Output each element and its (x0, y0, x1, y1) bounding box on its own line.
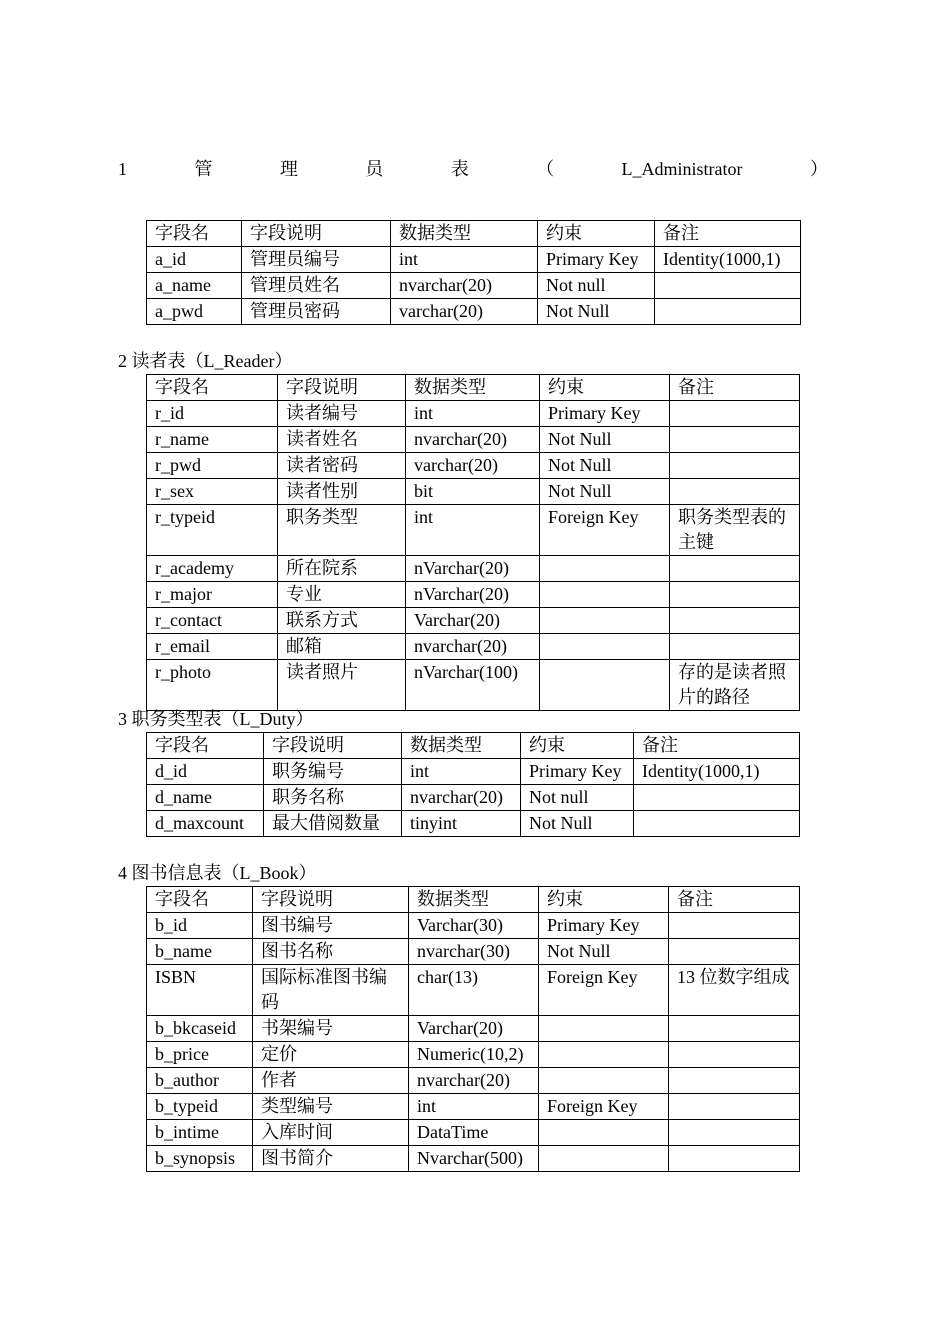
constraint-cell (539, 1146, 669, 1172)
data-type-cell: nVarchar(20) (406, 556, 540, 582)
data-type-cell: int (406, 505, 540, 556)
data-type-cell: tinyint (402, 811, 521, 837)
field-name-cell: b_author (147, 1068, 253, 1094)
field-name-cell: b_bkcaseid (147, 1016, 253, 1042)
field-name-cell: r_typeid (147, 505, 278, 556)
header-cell: 字段名 (147, 733, 264, 759)
table-row (147, 785, 800, 811)
remark-cell (669, 939, 800, 965)
remark-cell (669, 1146, 800, 1172)
field-name-cell: r_academy (147, 556, 278, 582)
field-name-cell: b_id (147, 913, 253, 939)
header-cell: 数据类型 (391, 221, 538, 247)
section3-title: 3 职务类型表（L_Duty） (118, 709, 314, 729)
field-desc-cell: 国际标准图书编码 (253, 965, 409, 1016)
header-cell: 字段说明 (242, 221, 391, 247)
field-name-cell: a_id (147, 247, 242, 273)
table-row (147, 1042, 800, 1068)
remark-cell (670, 453, 800, 479)
header-cell: 约束 (521, 733, 634, 759)
remark-cell (669, 1016, 800, 1042)
field-name-cell: a_name (147, 273, 242, 299)
table-row (147, 1016, 800, 1042)
remark-cell (669, 1120, 800, 1146)
section1-title-part: 员 (365, 159, 384, 179)
table-row (147, 453, 800, 479)
header-cell: 字段说明 (278, 375, 406, 401)
section1-title-part: （ (536, 159, 555, 179)
field-desc-cell: 作者 (253, 1068, 409, 1094)
field-name-cell: b_name (147, 939, 253, 965)
data-type-cell: nvarchar(20) (406, 634, 540, 660)
data-type-cell: nvarchar(20) (409, 1068, 539, 1094)
field-desc-cell: 图书名称 (253, 939, 409, 965)
field-desc-cell: 读者编号 (278, 401, 406, 427)
remark-cell (670, 608, 800, 634)
header-cell: 字段名 (147, 221, 242, 247)
remark-cell (669, 1068, 800, 1094)
table-row (147, 913, 800, 939)
constraint-cell (540, 582, 670, 608)
administrator-table (146, 220, 801, 325)
header-cell: 备注 (670, 375, 800, 401)
table-row (147, 1120, 800, 1146)
header-cell: 数据类型 (406, 375, 540, 401)
section1-title-part: ） (809, 159, 828, 179)
constraint-cell (540, 556, 670, 582)
remark-cell: 职务类型表的主键 (670, 505, 800, 556)
constraint-cell: Foreign Key (540, 505, 670, 556)
remark-cell (670, 479, 800, 505)
header-cell: 字段名 (147, 887, 253, 913)
constraint-cell: Not Null (539, 939, 669, 965)
reader-table (146, 374, 800, 711)
field-desc-cell: 管理员编号 (242, 247, 391, 273)
field-desc-cell: 定价 (253, 1042, 409, 1068)
field-desc-cell: 管理员密码 (242, 299, 391, 325)
table-row (147, 1094, 800, 1120)
table-row (147, 660, 800, 711)
field-desc-cell: 所在院系 (278, 556, 406, 582)
table-row (147, 608, 800, 634)
table-row (147, 273, 801, 299)
remark-cell (655, 299, 801, 325)
data-type-cell: nvarchar(20) (406, 427, 540, 453)
table-row (147, 247, 801, 273)
header-cell: 备注 (669, 887, 800, 913)
field-name-cell: b_typeid (147, 1094, 253, 1120)
data-type-cell: Varchar(30) (409, 913, 539, 939)
header-cell: 备注 (655, 221, 801, 247)
section1-title-part: 1 (118, 159, 127, 179)
field-desc-cell: 读者性别 (278, 479, 406, 505)
field-name-cell: r_contact (147, 608, 278, 634)
field-name-cell: r_sex (147, 479, 278, 505)
remark-cell: Identity(1000,1) (655, 247, 801, 273)
field-name-cell: r_id (147, 401, 278, 427)
data-type-cell: nvarchar(20) (402, 785, 521, 811)
table-row (147, 939, 800, 965)
table-row (147, 634, 800, 660)
header-cell: 约束 (538, 221, 655, 247)
data-type-cell: Varchar(20) (409, 1016, 539, 1042)
field-desc-cell: 类型编号 (253, 1094, 409, 1120)
remark-cell (669, 1094, 800, 1120)
table-row (147, 401, 800, 427)
remark-cell: 存的是读者照片的路径 (670, 660, 800, 711)
data-type-cell: int (402, 759, 521, 785)
section1-title-part: 表 (450, 159, 469, 179)
field-name-cell: d_maxcount (147, 811, 264, 837)
constraint-cell (540, 660, 670, 711)
header-cell: 字段名 (147, 375, 278, 401)
table-row (147, 299, 801, 325)
field-desc-cell: 职务编号 (264, 759, 402, 785)
field-name-cell: d_name (147, 785, 264, 811)
header-row (147, 221, 801, 247)
field-name-cell: ISBN (147, 965, 253, 1016)
constraint-cell: Not Null (538, 299, 655, 325)
constraint-cell (539, 1068, 669, 1094)
constraint-cell (539, 1042, 669, 1068)
constraint-cell: Primary Key (540, 401, 670, 427)
section2-title: 2 读者表（L_Reader） (118, 351, 293, 371)
field-desc-cell: 最大借阅数量 (264, 811, 402, 837)
section1-title-part: L_Administrator (621, 159, 743, 179)
constraint-cell: Foreign Key (539, 1094, 669, 1120)
field-desc-cell: 读者密码 (278, 453, 406, 479)
data-type-cell: int (406, 401, 540, 427)
header-cell: 数据类型 (409, 887, 539, 913)
data-type-cell: Numeric(10,2) (409, 1042, 539, 1068)
remark-cell (669, 913, 800, 939)
constraint-cell (540, 634, 670, 660)
remark-cell (670, 427, 800, 453)
remark-cell: Identity(1000,1) (634, 759, 800, 785)
book-table (146, 886, 800, 1172)
header-row (147, 375, 800, 401)
data-type-cell: int (391, 247, 538, 273)
data-type-cell: char(13) (409, 965, 539, 1016)
table-row (147, 811, 800, 837)
data-type-cell: nVarchar(20) (406, 582, 540, 608)
section1-title (118, 158, 828, 180)
field-desc-cell: 专业 (278, 582, 406, 608)
table-row (147, 479, 800, 505)
data-type-cell: nVarchar(100) (406, 660, 540, 711)
field-name-cell: r_photo (147, 660, 278, 711)
data-type-cell: Varchar(20) (406, 608, 540, 634)
constraint-cell (540, 608, 670, 634)
remark-cell (670, 401, 800, 427)
field-desc-cell: 读者姓名 (278, 427, 406, 453)
table-row (147, 965, 800, 1016)
field-name-cell: b_synopsis (147, 1146, 253, 1172)
data-type-cell: Nvarchar(500) (409, 1146, 539, 1172)
constraint-cell: Not Null (540, 453, 670, 479)
field-desc-cell: 职务类型 (278, 505, 406, 556)
header-row (147, 733, 800, 759)
data-type-cell: int (409, 1094, 539, 1120)
duty-table (146, 732, 800, 837)
constraint-cell (539, 1016, 669, 1042)
remark-cell: 13 位数字组成 (669, 965, 800, 1016)
remark-cell (634, 785, 800, 811)
remark-cell (670, 582, 800, 608)
data-type-cell: nvarchar(30) (409, 939, 539, 965)
data-type-cell: DataTime (409, 1120, 539, 1146)
field-desc-cell: 管理员姓名 (242, 273, 391, 299)
field-desc-cell: 职务名称 (264, 785, 402, 811)
field-desc-cell: 联系方式 (278, 608, 406, 634)
field-name-cell: a_pwd (147, 299, 242, 325)
table-row (147, 556, 800, 582)
header-row (147, 887, 800, 913)
table-row (147, 1146, 800, 1172)
constraint-cell: Primary Key (521, 759, 634, 785)
constraint-cell: Not Null (521, 811, 634, 837)
remark-cell (655, 273, 801, 299)
constraint-cell: Primary Key (539, 913, 669, 939)
table-row (147, 582, 800, 608)
header-cell: 备注 (634, 733, 800, 759)
constraint-cell: Not null (538, 273, 655, 299)
field-name-cell: b_intime (147, 1120, 253, 1146)
remark-cell (634, 811, 800, 837)
constraint-cell: Not null (521, 785, 634, 811)
constraint-cell (539, 1120, 669, 1146)
table-row (147, 759, 800, 785)
field-name-cell: b_price (147, 1042, 253, 1068)
header-cell: 字段说明 (264, 733, 402, 759)
table-row (147, 427, 800, 453)
constraint-cell: Foreign Key (539, 965, 669, 1016)
field-name-cell: r_major (147, 582, 278, 608)
data-type-cell: varchar(20) (391, 299, 538, 325)
section4-title: 4 图书信息表（L_Book） (118, 863, 317, 883)
field-name-cell: d_id (147, 759, 264, 785)
section1-title-part: 管 (194, 159, 213, 179)
field-desc-cell: 图书编号 (253, 913, 409, 939)
field-desc-cell: 邮箱 (278, 634, 406, 660)
section1-title-part: 理 (279, 159, 298, 179)
field-desc-cell: 书架编号 (253, 1016, 409, 1042)
field-name-cell: r_email (147, 634, 278, 660)
field-name-cell: r_pwd (147, 453, 278, 479)
field-name-cell: r_name (147, 427, 278, 453)
header-cell: 约束 (539, 887, 669, 913)
data-type-cell: nvarchar(20) (391, 273, 538, 299)
table-row (147, 505, 800, 556)
header-cell: 约束 (540, 375, 670, 401)
remark-cell (670, 634, 800, 660)
field-desc-cell: 入库时间 (253, 1120, 409, 1146)
table-row (147, 1068, 800, 1094)
constraint-cell: Not Null (540, 479, 670, 505)
header-cell: 数据类型 (402, 733, 521, 759)
header-cell: 字段说明 (253, 887, 409, 913)
field-desc-cell: 读者照片 (278, 660, 406, 711)
data-type-cell: varchar(20) (406, 453, 540, 479)
constraint-cell: Not Null (540, 427, 670, 453)
remark-cell (669, 1042, 800, 1068)
field-desc-cell: 图书简介 (253, 1146, 409, 1172)
constraint-cell: Primary Key (538, 247, 655, 273)
data-type-cell: bit (406, 479, 540, 505)
remark-cell (670, 556, 800, 582)
